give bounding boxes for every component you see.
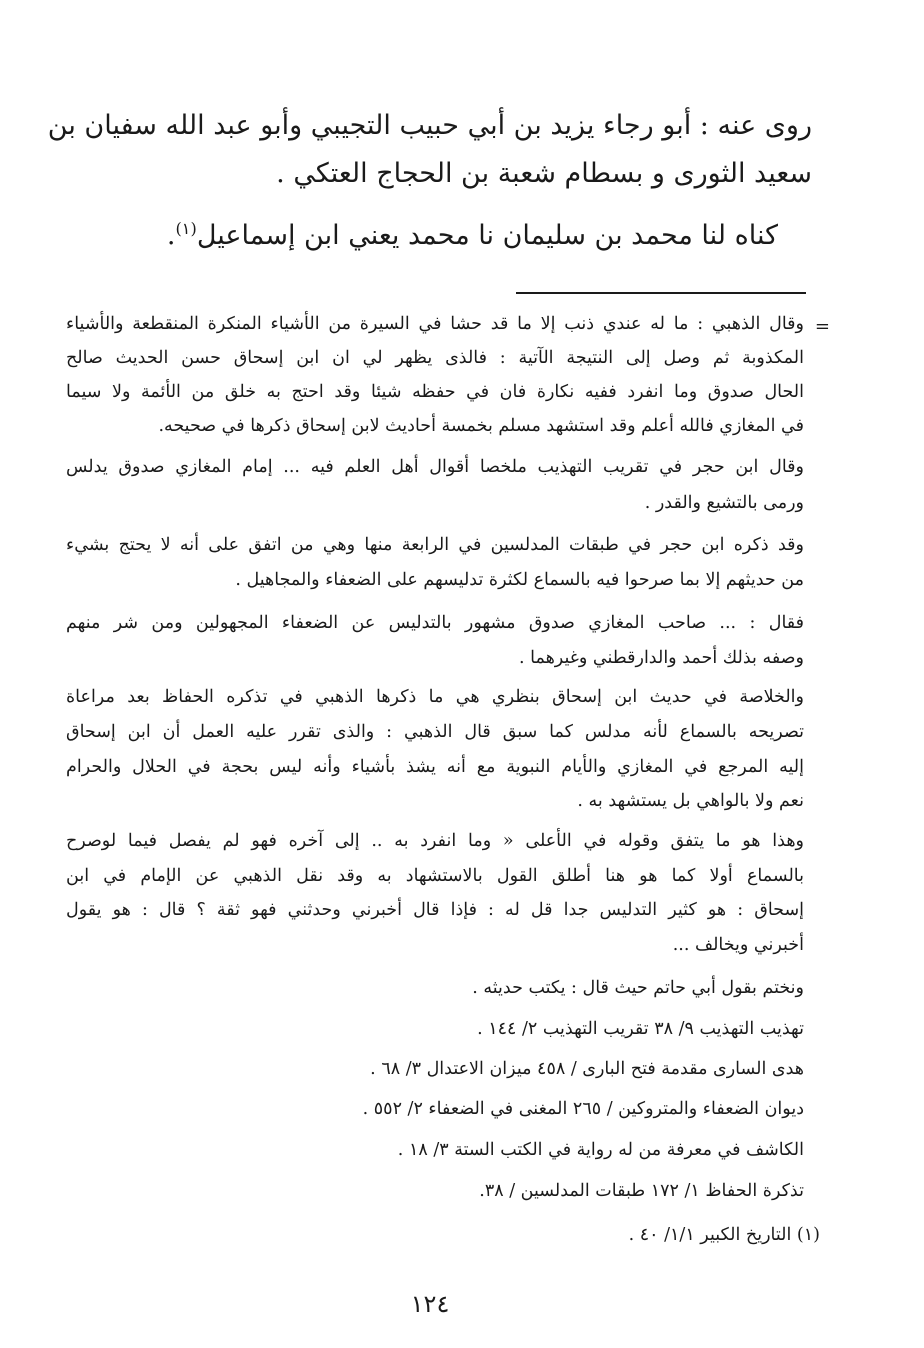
footnote-line: الكاشف في معرفة من له رواية في الكتب الستة ٣/ ١٨ . <box>397 1140 804 1160</box>
footnote-line: تذكرة الحفاظ ١/ ١٧٢ طبقات المدلسين / ٣٨. <box>479 1181 804 1201</box>
footnote-line: هدى السارى مقدمة فتح البارى / ٤٥٨ ميزان الاعتدال ٣/ ٦٨ . <box>370 1059 804 1079</box>
footnote-line: بالسماع أولا كما هو هنا أطلق القول بالاستشهاد به وقد نقل الذهبي عن الإمام في ابن <box>66 866 804 886</box>
footnote-line: في المغازي فالله أعلم وقد استشهد مسلم بخمسة أحاديث لابن إسحاق ذكرها في صحيحه. <box>158 416 804 436</box>
footnote-line: نعم ولا بالواهي بل يستشهد به . <box>577 791 804 811</box>
footnote-line: والخلاصة في حديث ابن إسحاق بنظري هي ما ذكرها الذهبي في تذكره الحفاظ بعد مراعاة <box>66 687 804 707</box>
main-text-line-3 <box>167 221 778 249</box>
footnote-line: من حديثهم إلا بما صرحوا فيه بالسماع لكثرة تدليسهم على الضعفاء والمجاهيل . <box>235 570 804 590</box>
footnote-reference-1: (١) <box>175 219 197 238</box>
footnote-line: ونختم بقول أبي حاتم حيث قال : يكتب حديثه . <box>472 978 804 998</box>
footnote-line: ديوان الضعفاء والمتروكين / ٢٦٥ المغنى في الضعفاء ٢/ ٥٥٢ . <box>362 1099 804 1119</box>
main-text-line-3-text: كناه لنا محمد بن سليمان نا محمد يعني ابن إسماعيل <box>196 220 778 251</box>
footnote-continuation-mark: = <box>814 316 830 337</box>
main-text-line-3-end: . <box>166 220 176 251</box>
footnote-line: الحال صدوق وما انفرد ففيه نكارة فان في حفظه شيئا وقد احتج به خلق من الأئمة ولا سيما <box>66 382 804 402</box>
footnote-line: إليه المرجع في المغازي والأيام النبوية مع أنه يشذ بأشياء وأنه ليس بحجة في الحلال والحرام <box>66 757 804 777</box>
footnote-line: وقد ذكره ابن حجر في طبقات المدلسين في الرابعة منها وهي من اتفق على أنه لا يحتج بشيء <box>66 535 804 555</box>
footnote-line: تصريحه بالسماع لأنه مدلس كما سبق قال الذهبي : والذى تقرر عليه العمل أن ابن إسحاق <box>66 722 804 742</box>
footnote-line: وصفه بذلك أحمد والدارقطني وغيرهما . <box>519 648 804 668</box>
footnote-separator <box>516 292 806 294</box>
footnote-line: ورمى بالتشيع والقدر . <box>644 493 804 513</box>
footnote-line: أخبرني ويخالف ... <box>672 935 804 955</box>
footnote-line: فقال : ... صاحب المغازي صدوق مشهور بالتدليس عن الضعفاء المجهولين ومن شر منهم <box>66 613 804 633</box>
footnote-line: تهذيب التهذيب ٩/ ٣٨ تقريب التهذيب ٢/ ١٤٤ . <box>477 1019 804 1039</box>
footnote-line: إسحاق : هو كثير التدليس جدا قل له : فإذا قال أخبرني وحدثني فهو ثقة ؟ قال : هو يقول <box>66 900 804 920</box>
footnote-line: وقال الذهبي : ما له عندي ذنب إلا ما قد حشا في السيرة من الأشياء المنكرة المنقطعة والأشياء <box>66 314 804 334</box>
footnote-line: المكذوبة ثم وصل إلى النتيجة الآتية : فالذى يظهر لي ان ابن إسحاق حسن الحديث صالح <box>66 348 804 368</box>
footnote-1: (١) التاريخ الكبير ١/١/ ٤٠ . <box>628 1225 820 1245</box>
footnote-line: وقال ابن حجر في تقريب التهذيب ملخصا أقوال أهل العلم فيه ... إمام المغازي صدوق يدلس <box>66 457 804 477</box>
footnote-line: وهذا هو ما يتفق وقوله في الأعلى « وما انفرد به .. إلى آخره فهو لم يفصل فيما لوصرح <box>66 831 804 851</box>
page-number: ١٢٤ <box>410 1290 450 1318</box>
main-text-line-2: سعيد الثورى و بسطام شعبة بن الحجاج العتكي . <box>276 158 812 189</box>
main-text-line-1: روى عنه : أبو رجاء يزيد بن أبي حبيب التجيبي وأبو عبد الله سفيان بن <box>47 110 812 141</box>
